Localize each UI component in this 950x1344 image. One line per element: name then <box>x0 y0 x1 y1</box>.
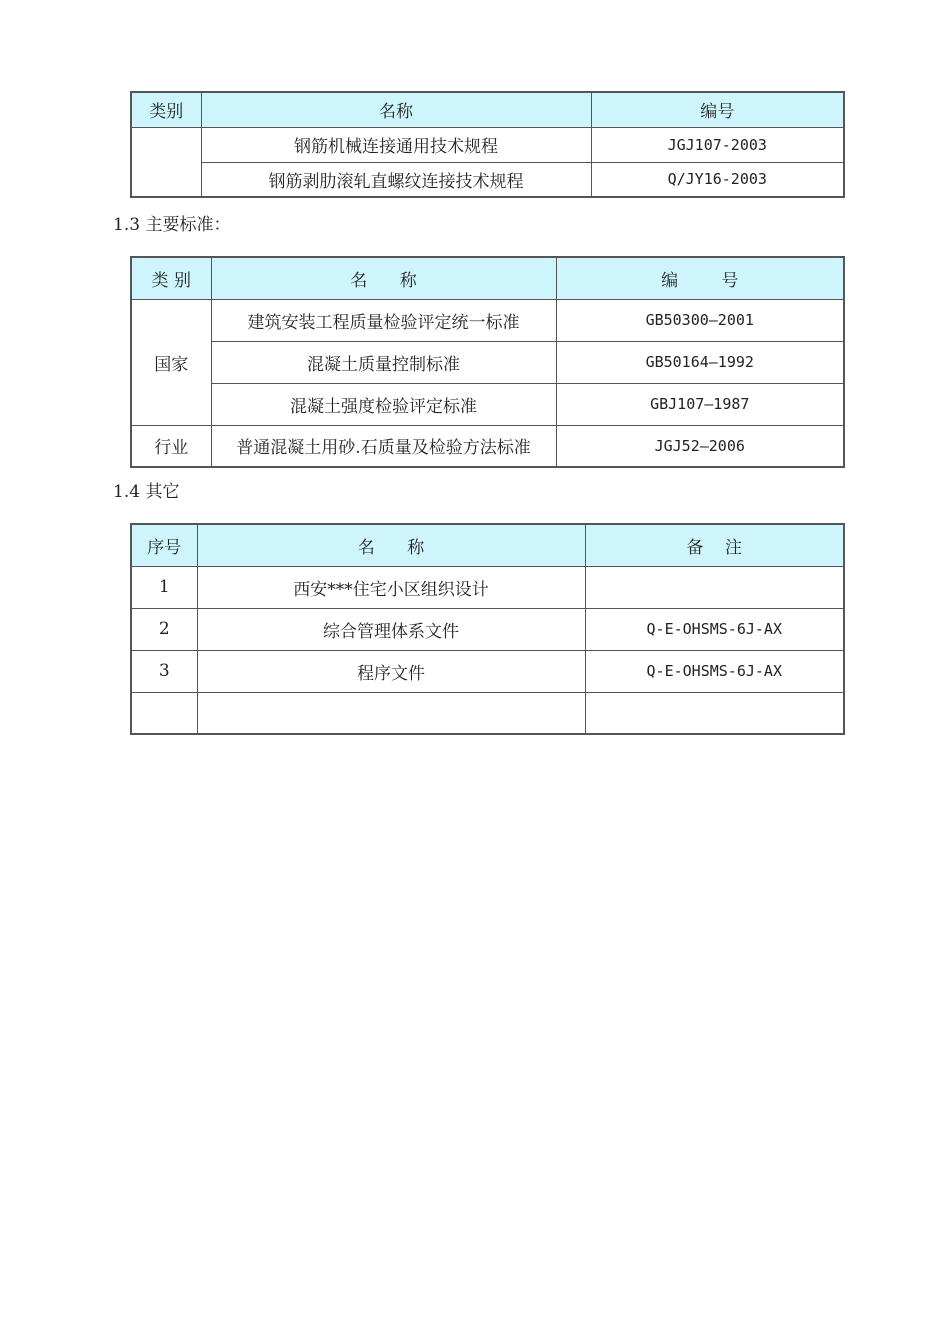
header-name: 名称 <box>201 92 591 127</box>
header-name: 名 称 <box>197 524 585 566</box>
category-cell <box>131 127 201 197</box>
standard-name: 建筑安装工程质量检验评定统一标准 <box>211 299 556 341</box>
standard-code: Q/JY16-2003 <box>591 162 844 197</box>
header-no: 序号 <box>131 524 197 566</box>
documents-table <box>130 523 845 735</box>
row-no <box>131 692 197 734</box>
table-row <box>131 341 844 383</box>
table-header-row <box>131 92 844 127</box>
standard-code: GB50164—1992 <box>556 341 844 383</box>
document-note: Q-E-OHSMS-6J-AX <box>585 650 844 692</box>
standards-table-1 <box>130 91 845 198</box>
table-header-row <box>131 524 844 566</box>
standards-table-2 <box>130 256 845 468</box>
section-heading-1-3: 1.3 主要标准： <box>113 215 231 235</box>
standard-code: GBJ107—1987 <box>556 383 844 425</box>
table-row <box>131 425 844 467</box>
category-cell: 行业 <box>131 425 211 467</box>
table-row <box>131 299 844 341</box>
document-name: 综合管理体系文件 <box>197 608 585 650</box>
table-row <box>131 162 844 197</box>
standard-name: 钢筋剥肋滚轧直螺纹连接技术规程 <box>201 162 591 197</box>
table-row <box>131 566 844 608</box>
standard-code: GB50300—2001 <box>556 299 844 341</box>
header-code: 编 号 <box>556 257 844 299</box>
document-name: 西安***住宅小区组织设计 <box>197 566 585 608</box>
table-row <box>131 608 844 650</box>
standard-code: JGJ52—2006 <box>556 425 844 467</box>
table-row <box>131 383 844 425</box>
table-header-row <box>131 257 844 299</box>
table-row <box>131 650 844 692</box>
standard-name: 钢筋机械连接通用技术规程 <box>201 127 591 162</box>
header-name: 名 称 <box>211 257 556 299</box>
document-name <box>197 692 585 734</box>
row-no: 1 <box>131 566 197 608</box>
document-note <box>585 566 844 608</box>
row-no: 2 <box>131 608 197 650</box>
header-category: 类 别 <box>131 257 211 299</box>
document-note: Q-E-OHSMS-6J-AX <box>585 608 844 650</box>
category-cell: 国家 <box>131 299 211 425</box>
document-note <box>585 692 844 734</box>
standard-code: JGJ107-2003 <box>591 127 844 162</box>
header-note: 备 注 <box>585 524 844 566</box>
document-name: 程序文件 <box>197 650 585 692</box>
section-heading-1-4: 1.4 其它 <box>113 482 180 502</box>
standard-name: 混凝土强度检验评定标准 <box>211 383 556 425</box>
row-no: 3 <box>131 650 197 692</box>
table-row <box>131 692 844 734</box>
header-code: 编号 <box>591 92 844 127</box>
standard-name: 混凝土质量控制标准 <box>211 341 556 383</box>
standard-name: 普通混凝土用砂.石质量及检验方法标准 <box>211 425 556 467</box>
header-category: 类别 <box>131 92 201 127</box>
table-row <box>131 127 844 162</box>
